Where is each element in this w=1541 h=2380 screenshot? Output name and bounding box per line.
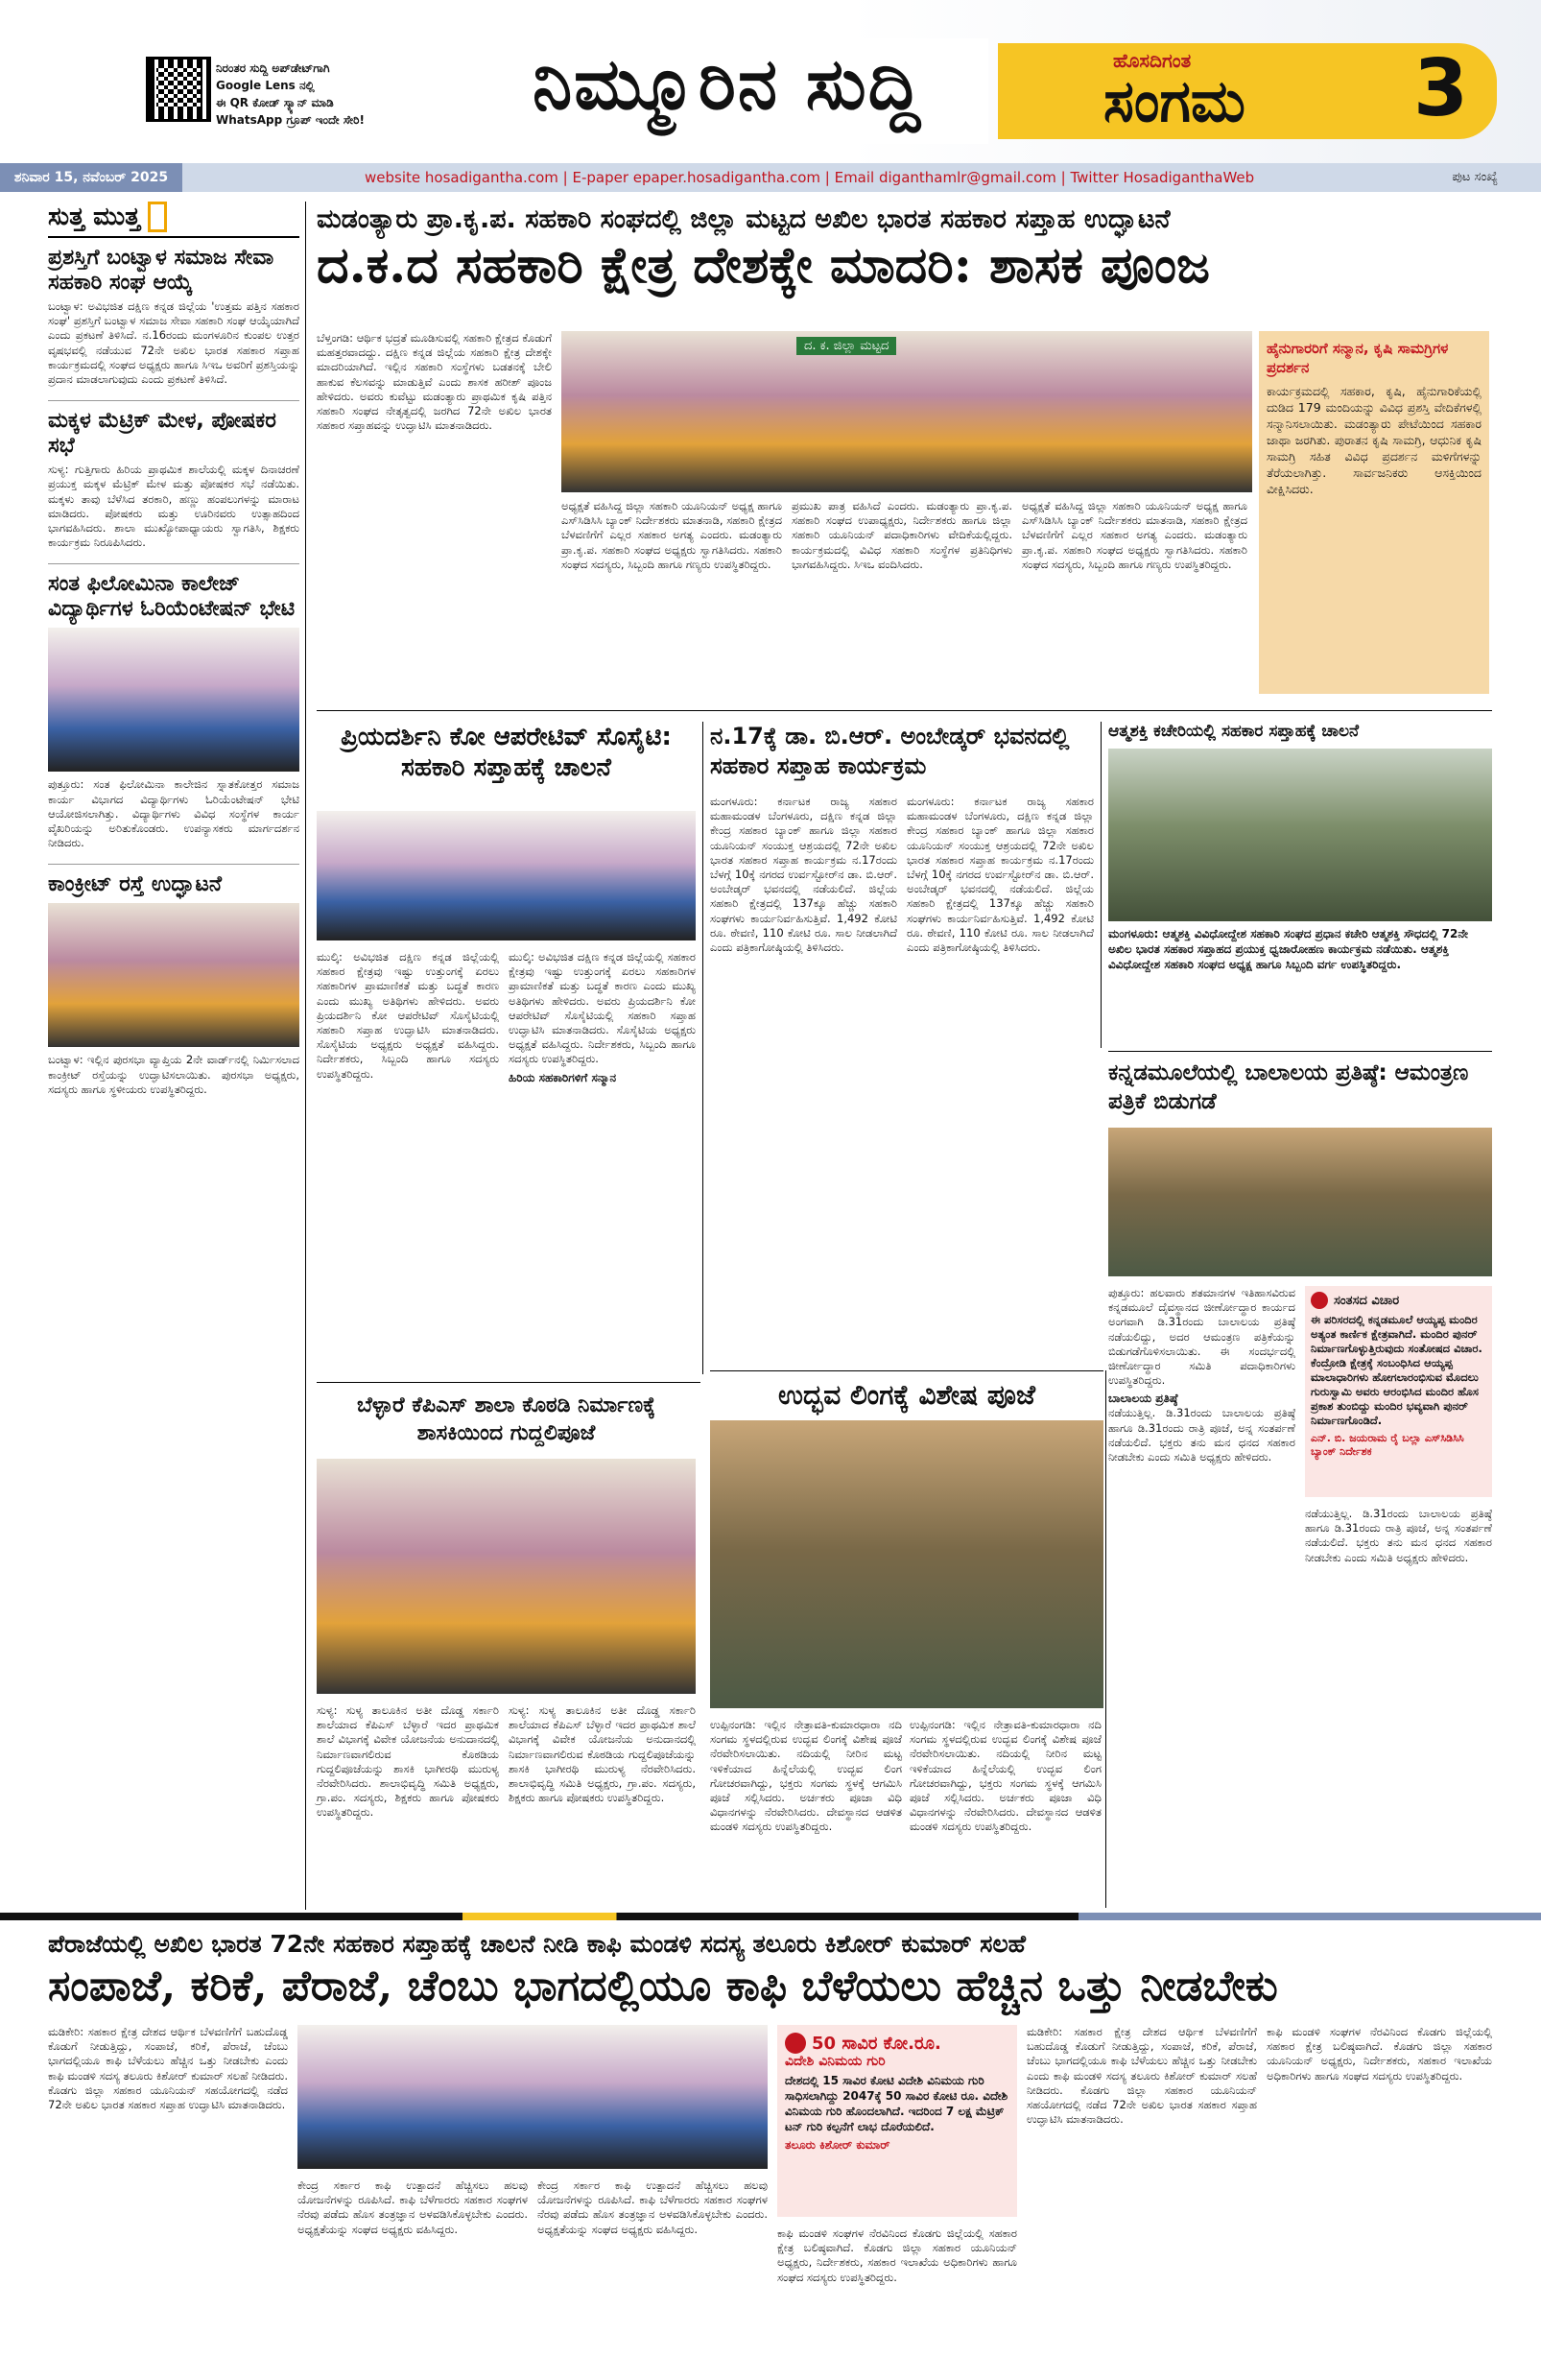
quote-label-row — [1311, 1292, 1486, 1309]
bottom-body-left — [48, 2025, 288, 2112]
story-body: ಕೇಂದ್ರ ಸರ್ಕಾರ ಕಾಫಿ ಉತ್ಪಾದನೆ ಹೆಚ್ಚಿಸಲು ಹಲವು ಯೋಜನೆಗಳನ್ನು ರೂಪಿಸಿದೆ. ಕಾಫಿ ಬೆಳೆಗಾರರು ಸಹಕಾರ ಸಂಘಗಳ ನೆರವು ಪಡೆದು ಹೊಸ ತಂತ್ರಜ್ಞಾನ ಅಳವಡಿಸಿಕೊಳ್ಳಬೇಕು ಎಂದರು. ಅಧ್ಯಕ್ಷತೆಯನ್ನು ಸಂಘದ ಅಧ್ಯಕ್ಷರು ವಹಿಸಿದ್ದರು. — [537, 2178, 768, 2236]
quote-text: ದೇಶದಲ್ಲಿ 15 ಸಾವಿರ ಕೋಟಿ ವಿದೇಶಿ ವಿನಿಮಯ ಗುರಿ ಸಾಧಿಸಲಾಗಿದ್ದು 2047ಕ್ಕೆ 50 ಸಾವಿರ ಕೋಟಿ ರೂ. ವಿದೇಶಿ ವಿನಿಮಯ ಗುರಿ ಹೊಂದಲಾಗಿದೆ. ಇದರಿಂದ 7 ಲಕ್ಷ ಮೆಟ್ರಿಕ್ ಟನ್ ಗುರಿ ಕಲ್ಪನೆಗೆ ಲಾಭ ದೊರೆಯಲಿದೆ. — [785, 2074, 1008, 2133]
qr-note-line: WhatsApp ಗ್ರೂಪ್ ಇಂದೇ ಸೇರಿ! — [216, 113, 365, 127]
quote-label-row — [785, 2033, 1009, 2054]
lead-body-left — [317, 331, 552, 433]
story-body: ಬಂಟ್ವಾಳ: ಇಲ್ಲಿನ ಪುರಸಭಾ ವ್ಯಾಪ್ತಿಯ 2ನೇ ವಾರ್ಡ್‌ನಲ್ಲಿ ನಿರ್ಮಿಸಲಾದ ಕಾಂಕ್ರೀಟ್ ರಸ್ತೆಯನ್ನು ಉದ್ಘಾಟಿಸಲಾಯಿತು. ಪುರಸಭಾ ಅಧ್ಯಕ್ಷರು, ಸದಸ್ಯರು ಹಾಗೂ ಸ್ಥಳೀಯರು ಉಪಸ್ಥಿತರಿದ್ದರು. — [48, 1053, 299, 1096]
lead-body-right — [792, 499, 1012, 572]
story-photo — [317, 811, 696, 940]
story-body: ಮಂಗಳೂರು: ಕರ್ನಾಟಕ ರಾಜ್ಯ ಸಹಕಾರ ಮಹಾಮಂಡಳ ಬೆಂಗಳೂರು, ದಕ್ಷಿಣ ಕನ್ನಡ ಜಿಲ್ಲಾ ಕೇಂದ್ರ ಸಹಕಾರ ಬ್ಯಾಂಕ್ ಹಾಗೂ ಜಿಲ್ಲಾ ಸಹಕಾರ ಯೂನಿಯನ್ ಸಂಯುಕ್ತ ಆಶ್ರಯದಲ್ಲಿ 72ನೇ ಅಖಿಲ ಭಾರತ ಸಹಕಾರ ಸಪ್ತಾಹ ಕಾರ್ಯಕ್ರಮ ನ.17ರಂದು ಬೆಳಗ್ಗೆ 10ಕ್ಕೆ ನಗರದ ಉರ್ವಸ್ಟೋರ್‌ನ ಡಾ. ಬಿ.ಆರ್. ಅಂಬೇಡ್ಕರ್ ಭವನದಲ್ಲಿ ನಡೆಯಲಿದೆ. ಜಿಲ್ಲೆಯ ಸಹಕಾರಿ ಕ್ಷೇತ್ರದಲ್ಲಿ 137ಕ್ಕೂ ಹೆಚ್ಚು ಸಹಕಾರಿ ಸಂಘಗಳು ಕಾರ್ಯನಿರ್ವಹಿಸುತ್ತಿವೆ. 1,492 ಕೋಟಿ ರೂ. ಠೇವಣಿ, 110 ಕೋಟಿ ರೂ. ಸಾಲ ನೀಡಲಾಗಿದೆ ಎಂದು ಪತ್ರಿಕಾಗೋಷ್ಠಿಯಲ್ಲಿ ತಿಳಿಸಿದರು. — [907, 795, 1094, 955]
story-udbhava-body2 — [910, 1718, 1102, 1835]
story-body: ಮಂಗಳೂರು: ಕರ್ನಾಟಕ ರಾಜ್ಯ ಸಹಕಾರ ಮಹಾಮಂಡಳ ಬೆಂಗಳೂರು, ದಕ್ಷಿಣ ಕನ್ನಡ ಜಿಲ್ಲಾ ಕೇಂದ್ರ ಸಹಕಾರ ಬ್ಯಾಂಕ್ ಹಾಗೂ ಜಿಲ್ಲಾ ಸಹಕಾರ ಯೂನಿಯನ್ ಸಂಯುಕ್ತ ಆಶ್ರಯದಲ್ಲಿ 72ನೇ ಅಖಿಲ ಭಾರತ ಸಹಕಾರ ಸಪ್ತಾಹ ಕಾರ್ಯಕ್ರಮ ನ.17ರಂದು ಬೆಳಗ್ಗೆ 10ಕ್ಕೆ ನಗರದ ಉರ್ವಸ್ಟೋರ್‌ನ ಡಾ. ಬಿ.ಆರ್. ಅಂಬೇಡ್ಕರ್ ಭವನದಲ್ಲಿ ನಡೆಯಲಿದೆ. ಜಿಲ್ಲೆಯ ಸಹಕಾರಿ ಕ್ಷೇತ್ರದಲ್ಲಿ 137ಕ್ಕೂ ಹೆಚ್ಚು ಸಹಕಾರಿ ಸಂಘಗಳು ಕಾರ್ಯನಿರ್ವಹಿಸುತ್ತಿವೆ. 1,492 ಕೋಟಿ ರೂ. ಠೇವಣಿ, 110 ಕೋಟಿ ರೂ. ಸಾಲ ನೀಡಲಾಗಿದೆ ಎಂದು ಪತ್ರಿಕಾಗೋಷ್ಠಿಯಲ್ಲಿ ತಿಳಿಸಿದರು. — [710, 795, 897, 955]
quote-byline: ಎನ್. ಬಿ. ಜಯರಾಮ ರೈ ಬಲ್ಲಾ ಎಸ್‌ಸಿಡಿಸಿಸಿ ಬ್ಯಾಂಕ್ ನಿರ್ದೇಶಕ — [1311, 1432, 1464, 1458]
masthead — [0, 0, 1541, 165]
section-divider — [710, 1370, 1103, 1371]
story-subhead: ಬಾಲಾಲಯ ಪ್ರತಿಷ್ಠೆ — [1108, 1392, 1178, 1406]
column-divider — [305, 202, 306, 1910]
bottom-body-mid2 — [537, 2178, 768, 2237]
quote-text: ಈ ಪರಿಸರದಲ್ಲಿ ಕನ್ನಡಮೂಲೆ ಆಯ್ಯಪ್ಪ ಮಂದಿರ ಅತ್ಯಂತ ಕಾರ್ಣಿಕ ಕ್ಷೇತ್ರವಾಗಿದೆ. ಮಂದಿರ ಪುನರ್ ನಿರ್ಮಾಣಗೊಳ್ಳುತ್ತಿರುವುದು ಸಂತೋಷದ ವಿಚಾರ. ಕೆಂದ್ರೋಡಿ ಕ್ಷೇತ್ರಕ್ಕೆ ಸಂಬಂಧಿಸಿದ ಆಯ್ಯಪ್ಪ ಮಾಲಾಧಾರಿಗಳು ಹೋಗಲಾರಂಭಿಸುವ ಮೊದಲು ಗುರುಸ್ವಾಮಿ ಅವರು ಆರಂಭಿಸಿದ ಮಂದಿರ ಹೊಸ ಪ್ರಕಾಶ ತುಂಬಿದ್ದು ಮಂದಿರ ಭವ್ಯವಾಗಿ ಪುನರ್ ನಿರ್ಮಾಣಗೊಂಡಿದೆ. — [1311, 1313, 1482, 1427]
story-atmashakti-caption — [1108, 926, 1492, 972]
photo-image — [48, 903, 299, 1047]
left-story — [48, 246, 299, 387]
lead-story — [317, 203, 1492, 296]
story-body: ಮಡಿಕೇರಿ: ಸಹಕಾರ ಕ್ಷೇತ್ರ ದೇಶದ ಆರ್ಥಿಕ ಬೆಳವಣಿಗೆಗೆ ಬಹುದೊಡ್ಡ ಕೊಡುಗೆ ನೀಡುತ್ತಿದ್ದು, ಸಂಪಾಜೆ, ಕರಿಕೆ, ಪೆರಾಜೆ, ಚೆಂಬು ಭಾಗದಲ್ಲಿಯೂ ಕಾಫಿ ಬೆಳೆಯಲು ಹೆಚ್ಚಿನ ಒತ್ತು ನೀಡಬೇಕು ಎಂದು ಕಾಫಿ ಮಂಡಳಿ ಸದಸ್ಯ ತಲೂರು ಕಿಶೋರ್ ಕುಮಾರ್ ಸಲಹೆ ನೀಡಿದರು. ಕೊಡಗು ಜಿಲ್ಲಾ ಸಹಕಾರ ಯೂನಿಯನ್ ಸಹಯೋಗದಲ್ಲಿ ನಡೆದ 72ನೇ ಅಖಿಲ ಭಾರತ ಸಹಕಾರ ಸಪ್ತಾಹ ಉದ್ಘಾಟಿಸಿ ಮಾತನಾಡಿದರು. — [48, 2025, 288, 2112]
story-photo — [48, 628, 299, 772]
story-headline: ಉದ್ಭವ ಲಿಂಗಕ್ಕೆ ವಿಶೇಷ ಪೂಜೆ — [778, 1379, 1035, 1411]
page-label: ಪುಟ ಸಂಖ್ಯೆ — [1452, 170, 1498, 184]
story-body: ಪುತ್ತೂರು: ಸಂತ ಫಿಲೋಮಿನಾ ಕಾಲೇಜಿನ ಸ್ನಾತಕೋತ್ತರ ಸಮಾಜ ಕಾರ್ಯ ವಿಭಾಗದ ವಿದ್ಯಾರ್ಥಿಗಳು ಓರಿಯೆಂಟೇಷನ್ ಭೇಟಿ ಆಯೋಜಿಸಲಾಗಿತ್ತು. ವಿದ್ಯಾರ್ಥಿಗಳು ವಿವಿಧ ಸಂಸ್ಥೆಗಳ ಕಾರ್ಯ ವೈಖರಿಯನ್ನು ಅರಿತುಕೊಂಡರು. ಉಪನ್ಯಾಸಕರು ಮಾರ್ಗದರ್ಶನ ನೀಡಿದರು. — [48, 777, 299, 850]
brand-name: ಹೊಸದಿಗಂತ — [1113, 49, 1192, 72]
left-story — [48, 400, 299, 550]
qr-note-line: ನಿರಂತರ ಸುದ್ದಿ ಅಪ್‌ಡೇಟ್‌ಗಾಗಿ — [216, 61, 330, 75]
photo-banner: ದ. ಕ. ಜಿಲ್ಲಾ ಮಟ್ಟದ — [796, 337, 896, 355]
story-bellare-body — [317, 1703, 499, 1821]
story-body: ನಡೆಯುತ್ತಿಲ್ಲ. ಡಿ.31ರಂದು ಬಾಲಾಲಯ ಪ್ರತಿಷ್ಠೆ ಹಾಗೂ ಡಿ.31ರಂದು ರಾತ್ರಿ ಪೂಜೆ, ಅನ್ನ ಸಂತರ್ಪಣೆ ನಡೆಯಲಿದೆ. ಭಕ್ತರು ತನು ಮನ ಧನದ ಸಹಕಾರ ನೀಡಬೇಕು ಎಂದು ಸಮಿತಿ ಅಧ್ಯಕ್ಷರು ಹೇಳಿದರು. — [1305, 1507, 1492, 1564]
lead-headline: ದ.ಕ.ದ ಸಹಕಾರಿ ಕ್ಷೇತ್ರ ದೇಶಕ್ಕೇ ಮಾದರಿ: ಶಾಸಕ ಪೂಂಜ — [317, 236, 1210, 295]
story-body: ಮುಲ್ಕಿ: ಅವಿಭಜಿತ ದಕ್ಷಿಣ ಕನ್ನಡ ಜಿಲ್ಲೆಯಲ್ಲಿ ಸಹಕಾರ ಕ್ಷೇತ್ರವು ಇಷ್ಟು ಉತ್ತುಂಗಕ್ಕೆ ಏರಲು ಸಹಕಾರಿಗಳ ಪ್ರಾಮಾಣಿಕತೆ ಮತ್ತು ಬದ್ಧತೆ ಕಾರಣ ಎಂದು ಮುಖ್ಯ ಅತಿಥಿಗಳು ಹೇಳಿದರು. ಅವರು ಪ್ರಿಯದರ್ಶಿನಿ ಕೋ ಆಪರೇಟಿವ್ ಸೊಸೈಟಿಯಲ್ಲಿ ಸಹಕಾರಿ ಸಪ್ತಾಹ ಉದ್ಘಾಟಿಸಿ ಮಾತನಾಡಿದರು. ಸೊಸೈಟಿಯ ಅಧ್ಯಕ್ಷರು ಅಧ್ಯಕ್ಷತೆ ವಹಿಸಿದ್ದರು. ನಿರ್ದೇಶಕರು, ಸಿಬ್ಬಂದಿ ಹಾಗೂ ಸದಸ್ಯರು ಉಪಸ್ಥಿತರಿದ್ದರು. — [509, 950, 696, 1066]
section-divider — [317, 710, 1492, 711]
left-column — [48, 202, 299, 1910]
story-body: ಸುಳ್ಯ: ಸುಳ್ಯ ತಾಲೂಕಿನ ಅತೀ ದೊಡ್ಡ ಸರ್ಕಾರಿ ಶಾಲೆಯಾದ ಕೆಪಿಎಸ್ ಬೆಳ್ಳಾರೆ ಇದರ ಪ್ರಾಥಮಿಕ ಶಾಲೆ ವಿಭಾಗಕ್ಕೆ ವಿವೇಕ ಯೋಜನೆಯ ಅನುದಾನದಲ್ಲಿ ನಿರ್ಮಾಣವಾಗಲಿರುವ ಕೊಠಡಿಯ ಗುದ್ದಲಿಪೂಜೆಯನ್ನು ಶಾಸಕಿ ಭಾಗೀರಥಿ ಮುರುಳ್ಯ ನೆರವೇರಿಸಿದರು. ಶಾಲಾಭಿವೃದ್ಧಿ ಸಮಿತಿ ಅಧ್ಯಕ್ಷರು, ಗ್ರಾ.ಪಂ. ಸದಸ್ಯರು, ಶಿಕ್ಷಕರು ಹಾಗೂ ಪೋಷಕರು ಉಪಸ್ಥಿತರಿದ್ದರು. — [509, 1703, 696, 1805]
website-link[interactable]: website hosadigantha.com — [365, 169, 558, 186]
story-photo — [48, 903, 299, 1047]
epaper-link[interactable]: E-paper epaper.hosadigantha.com — [572, 169, 820, 186]
story-body: ಮಡಿಕೇರಿ: ಸಹಕಾರ ಕ್ಷೇತ್ರ ದೇಶದ ಆರ್ಥಿಕ ಬೆಳವಣಿಗೆಗೆ ಬಹುದೊಡ್ಡ ಕೊಡುಗೆ ನೀಡುತ್ತಿದ್ದು, ಸಂಪಾಜೆ, ಕರಿಕೆ, ಪೆರಾಜೆ, ಚೆಂಬು ಭಾಗದಲ್ಲಿಯೂ ಕಾಫಿ ಬೆಳೆಯಲು ಹೆಚ್ಚಿನ ಒತ್ತು ನೀಡಬೇಕು ಎಂದು ಕಾಫಿ ಮಂಡಳಿ ಸದಸ್ಯ ತಲೂರು ಕಿಶೋರ್ ಕುಮಾರ್ ಸಲಹೆ ನೀಡಿದರು. ಕೊಡಗು ಜಿಲ್ಲಾ ಸಹಕಾರ ಯೂನಿಯನ್ ಸಹಯೋಗದಲ್ಲಿ ನಡೆದ 72ನೇ ಅಖಿಲ ಭಾರತ ಸಹಕಾರ ಸಪ್ತಾಹ ಉದ್ಘಾಟಿಸಿ ಮಾತನಾಡಿದರು. — [1027, 2025, 1257, 2127]
column-title: ಸುತ್ತ ಮುತ್ತ — [48, 202, 141, 231]
story-kannadamoole-body — [1108, 1286, 1295, 1464]
story-bellare — [317, 1392, 696, 1447]
bottom-body-right3 — [1267, 2025, 1492, 2083]
sidebar-headline: ಹೈನುಗಾರರಿಗೆ ಸನ್ಮಾನ, ಕೃಷಿ ಸಾಮಗ್ರಿಗಳ ಪ್ರದರ್ಶನ — [1267, 340, 1449, 376]
story-bellare-body2 — [509, 1703, 696, 1805]
story-priyadarshini — [317, 722, 696, 783]
quote-label: ಸಂತಸದ ವಿಚಾರ — [1334, 1293, 1400, 1308]
left-story — [48, 563, 299, 850]
story-body: ಪುತ್ತೂರು: ಹಲವಾರು ಶತಮಾನಗಳ ಇತಿಹಾಸವಿರುವ ಕನ್ನಡಮೂಲೆ ದೈವಸ್ಥಾನದ ಜೀರ್ಣೋದ್ಧಾರ ಕಾರ್ಯದ ಅಂಗವಾಗಿ ಡಿ.31ರಂದು ಬಾಲಾಲಯ ಪ್ರತಿಷ್ಠೆ ನಡೆಯಲಿದ್ದು, ಅದರ ಆಮಂತ್ರಣ ಪತ್ರಿಕೆಯನ್ನು ಬಿಡುಗಡೆಗೊಳಿಸಲಾಯಿತು. ಈ ಸಂದರ್ಭದಲ್ಲಿ ಜೀರ್ಣೋದ್ಧಾರ ಸಮಿತಿ ಪದಾಧಿಕಾರಿಗಳು ಉಪಸ್ಥಿತರಿದ್ದರು. — [1108, 1286, 1295, 1388]
bottom-story — [48, 1929, 1492, 2013]
bottom-photo — [297, 2025, 768, 2169]
quote-box — [1305, 1286, 1492, 1497]
bottom-body-mid — [297, 2178, 528, 2237]
qr-note — [216, 60, 494, 129]
story-body: ಉಪ್ಪಿನಂಗಡಿ: ಇಲ್ಲಿನ ನೇತ್ರಾವತಿ-ಕುಮಾರಧಾರಾ ನದಿ ಸಂಗಮ ಸ್ಥಳದಲ್ಲಿರುವ ಉದ್ಭವ ಲಿಂಗಕ್ಕೆ ವಿಶೇಷ ಪೂಜೆ ನೆರವೇರಿಸಲಾಯಿತು. ನದಿಯಲ್ಲಿ ನೀರಿನ ಮಟ್ಟ ಇಳಿಕೆಯಾದ ಹಿನ್ನೆಲೆಯಲ್ಲಿ ಉದ್ಭವ ಲಿಂಗ ಗೋಚರವಾಗಿದ್ದು, ಭಕ್ತರು ಸಂಗಮ ಸ್ಥಳಕ್ಕೆ ಆಗಮಿಸಿ ಪೂಜೆ ಸಲ್ಲಿಸಿದರು. ಅರ್ಚಕರು ಪೂಜಾ ವಿಧಿ ವಿಧಾನಗಳನ್ನು ನೆರವೇರಿಸಿದರು. ದೇವಸ್ಥಾನದ ಆಡಳಿತ ಮಂಡಳಿ ಸದಸ್ಯರು ಉಪಸ್ಥಿತರಿದ್ದರು. — [710, 1718, 902, 1834]
story-photo — [710, 1420, 1103, 1708]
section-band — [998, 43, 1497, 139]
story-headline: ನ.17ಕ್ಕೆ ಡಾ. ಬಿ.ಆರ್. ಅಂಬೇಡ್ಕರ್ ಭವನದಲ್ಲಿ ಸಹಕಾರ ಸಪ್ತಾಹ ಕಾರ್ಯಕ್ರಮ — [710, 723, 1070, 779]
left-story — [48, 864, 299, 1097]
lead-body-mid — [561, 499, 782, 572]
story-kannadamoole — [1108, 1059, 1492, 1116]
bottom-divider — [0, 1913, 1541, 1920]
sidebar-box — [1259, 331, 1489, 694]
story-priyadarshini-body — [317, 950, 499, 1082]
story-headline: ಪ್ರಿಯದರ್ಶಿನಿ ಕೋ ಆಪರೇಟಿವ್ ಸೊಸೈಟಿ: ಸಹಕಾರಿ ಸಪ್ತಾಹಕ್ಕೆ ಚಾಲನೆ — [341, 723, 672, 782]
contact-links: website hosadigantha.com | E-paper epaper.hosadigantha.com | Email diganthamlr@gmail.com | Twitter HosadiganthaWeb — [365, 169, 1255, 186]
story-body: ಸುಳ್ಯ: ಸುಳ್ಯ ತಾಲೂಕಿನ ಅತೀ ದೊಡ್ಡ ಸರ್ಕಾರಿ ಶಾಲೆಯಾದ ಕೆಪಿಎಸ್ ಬೆಳ್ಳಾರೆ ಇದರ ಪ್ರಾಥಮಿಕ ಶಾಲೆ ವಿಭಾಗಕ್ಕೆ ವಿವೇಕ ಯೋಜನೆಯ ಅನುದಾನದಲ್ಲಿ ನಿರ್ಮಾಣವಾಗಲಿರುವ ಕೊಠಡಿಯ ಗುದ್ದಲಿಪೂಜೆಯನ್ನು ಶಾಸಕಿ ಭಾಗೀರಥಿ ಮುರುಳ್ಯ ನೆರವೇರಿಸಿದರು. ಶಾಲಾಭಿವೃದ್ಧಿ ಸಮಿತಿ ಅಧ್ಯಕ್ಷರು, ಗ್ರಾ.ಪಂ. ಸದಸ್ಯರು, ಶಿಕ್ಷಕರು ಹಾಗೂ ಪೋಷಕರು ಉಪಸ್ಥಿತರಿದ್ದರು. — [317, 1703, 499, 1820]
book-icon — [148, 202, 167, 232]
story-ambedkar-body — [710, 795, 897, 955]
quote-title: ವಿದೇಶಿ ವಿನಿಮಯ ಗುರಿ — [785, 2054, 886, 2069]
story-ambedkar — [710, 722, 1094, 781]
story-headline: ಕನ್ನಡಮೂಲೆಯಲ್ಲಿ ಬಾಲಾಲಯ ಪ್ರತಿಷ್ಠೆ: ಆಮಂತ್ರಣ ಪತ್ರಿಕೆ ಬಿಡುಗಡೆ — [1108, 1060, 1469, 1114]
lead-kicker: ಮಡಂತ್ಯಾರು ಪ್ರಾ.ಕೃ.ಪ. ಸಹಕಾರಿ ಸಂಘದಲ್ಲಿ ಜಿಲ್ಲಾ ಮಟ್ಟದ ಅಖಿಲ ಭಾರತ ಸಹಕಾರ ಸಪ್ತಾಹ ಉದ್ಘಾಟನೆ — [317, 204, 1171, 234]
story-headline: ಸಂತ ಫಿಲೋಮಿನಾ ಕಾಲೇಜ್ ವಿದ್ಯಾರ್ಥಿಗಳ ಓರಿಯೆಂಟೇಷನ್ ಭೇಟಿ — [48, 572, 296, 622]
dateline-bar — [0, 163, 1541, 192]
section-name: ಸಂಗಮ — [1103, 68, 1245, 135]
quote-icon — [1311, 1292, 1328, 1309]
story-udbhava — [710, 1378, 1103, 1413]
story-kannadamoole-body3 — [1305, 1507, 1492, 1565]
bottom-quote-box — [777, 2025, 1017, 2217]
story-body: ಕೇಂದ್ರ ಸರ್ಕಾರ ಕಾಫಿ ಉತ್ಪಾದನೆ ಹೆಚ್ಚಿಸಲು ಹಲವು ಯೋಜನೆಗಳನ್ನು ರೂಪಿಸಿದೆ. ಕಾಫಿ ಬೆಳೆಗಾರರು ಸಹಕಾರ ಸಂಘಗಳ ನೆರವು ಪಡೆದು ಹೊಸ ತಂತ್ರಜ್ಞಾನ ಅಳವಡಿಸಿಕೊಳ್ಳಬೇಕು ಎಂದರು. ಅಧ್ಯಕ್ಷತೆಯನ್ನು ಸಂಘದ ಅಧ್ಯಕ್ಷರು ವಹಿಸಿದ್ದರು. — [297, 2178, 528, 2236]
lead-body-extra — [1022, 499, 1247, 572]
lead-body-text: ಅಧ್ಯಕ್ಷತೆ ವಹಿಸಿದ್ದ ಜಿಲ್ಲಾ ಸಹಕಾರಿ ಯೂನಿಯನ್ ಅಧ್ಯಕ್ಷ ಹಾಗೂ ಎಸ್‌ಸಿಡಿಸಿಸಿ ಬ್ಯಾಂಕ್ ನಿರ್ದೇಶಕರು ಮಾತನಾಡಿ, ಸಹಕಾರಿ ಕ್ಷೇತ್ರದ ಬೆಳವಣಿಗೆಗೆ ಎಲ್ಲರ ಸಹಕಾರ ಅಗತ್ಯ ಎಂದರು. ಮಡಂತ್ಯಾರು ಪ್ರಾ.ಕೃ.ಪ. ಸಹಕಾರಿ ಸಂಘದ ಅಧ್ಯಕ್ಷರು ಸ್ವಾಗತಿಸಿದರು. ಸಹಕಾರಿ ಸಂಘದ ಸದಸ್ಯರು, ಸಿಬ್ಬಂದಿ ಹಾಗೂ ಗಣ್ಯರು ಉಪಸ್ಥಿತರಿದ್ದರು. — [1022, 499, 1247, 571]
story-body: ಉಪ್ಪಿನಂಗಡಿ: ಇಲ್ಲಿನ ನೇತ್ರಾವತಿ-ಕುಮಾರಧಾರಾ ನದಿ ಸಂಗಮ ಸ್ಥಳದಲ್ಲಿರುವ ಉದ್ಭವ ಲಿಂಗಕ್ಕೆ ವಿಶೇಷ ಪೂಜೆ ನೆರವೇರಿಸಲಾಯಿತು. ನದಿಯಲ್ಲಿ ನೀರಿನ ಮಟ್ಟ ಇಳಿಕೆಯಾದ ಹಿನ್ನೆಲೆಯಲ್ಲಿ ಉದ್ಭವ ಲಿಂಗ ಗೋಚರವಾಗಿದ್ದು, ಭಕ್ತರು ಸಂಗಮ ಸ್ಥಳಕ್ಕೆ ಆಗಮಿಸಿ ಪೂಜೆ ಸಲ್ಲಿಸಿದರು. ಅರ್ಚಕರು ಪೂಜಾ ವಿಧಿ ವಿಧಾನಗಳನ್ನು ನೆರವೇರಿಸಿದರು. ದೇವಸ್ಥಾನದ ಆಡಳಿತ ಮಂಡಳಿ ಸದಸ್ಯರು ಉಪಸ್ಥಿತರಿದ್ದರು. — [910, 1718, 1102, 1834]
story-body: ಕಾಫಿ ಮಂಡಳಿ ಸಂಘಗಳ ನೆರವಿನಿಂದ ಕೊಡಗು ಜಿಲ್ಲೆಯಲ್ಲಿ ಸಹಕಾರ ಕ್ಷೇತ್ರ ಬಲಿಷ್ಠವಾಗಿದೆ. ಕೊಡಗು ಜಿಲ್ಲಾ ಸಹಕಾರ ಯೂನಿಯನ್ ಅಧ್ಯಕ್ಷರು, ನಿರ್ದೇಶಕರು, ಸಹಕಾರ ಇಲಾಖೆಯ ಅಧಿಕಾರಿಗಳು ಹಾಗೂ ಸಂಘದ ಸದಸ್ಯರು ಉಪಸ್ಥಿತರಿದ್ದರು. — [1267, 2025, 1492, 2082]
lead-body-text: ಅಧ್ಯಕ್ಷತೆ ವಹಿಸಿದ್ದ ಜಿಲ್ಲಾ ಸಹಕಾರಿ ಯೂನಿಯನ್ ಅಧ್ಯಕ್ಷ ಹಾಗೂ ಎಸ್‌ಸಿಡಿಸಿಸಿ ಬ್ಯಾಂಕ್ ನಿರ್ದೇಶಕರು ಮಾತನಾಡಿ, ಸಹಕಾರಿ ಕ್ಷೇತ್ರದ ಬೆಳವಣಿಗೆಗೆ ಎಲ್ಲರ ಸಹಕಾರ ಅಗತ್ಯ ಎಂದರು. ಮಡಂತ್ಯಾರು ಪ್ರಾ.ಕೃ.ಪ. ಸಹಕಾರಿ ಸಂಘದ ಅಧ್ಯಕ್ಷರು ಸ್ವಾಗತಿಸಿದರು. ಸಹಕಾರಿ ಸಂಘದ ಸದಸ್ಯರು, ಸಿಬ್ಬಂದಿ ಹಾಗೂ ಗಣ್ಯರು ಉಪಸ್ಥಿತರಿದ್ದರು. — [561, 499, 782, 571]
bottom-body-right — [777, 2226, 1017, 2285]
story-priyadarshini-body2 — [509, 950, 696, 1085]
column-title-row — [48, 202, 299, 238]
issue-date: ಶನಿವಾರ 15, ನವೆಂಬರ್ 2025 — [0, 163, 182, 192]
column-divider — [1105, 1370, 1106, 1908]
story-photo — [317, 1459, 696, 1694]
story-headline: ಬೆಳ್ಳಾರೆ ಕೆಪಿಎಸ್ ಶಾಲಾ ಕೊಠಡಿ ನಿರ್ಮಾಣಕ್ಕೆ ಶಾಸಕಿಯಿಂದ ಗುದ್ದಲಿಪೂಜೆ — [357, 1393, 655, 1445]
story-body: ನಡೆಯುತ್ತಿಲ್ಲ. ಡಿ.31ರಂದು ಬಾಲಾಲಯ ಪ್ರತಿಷ್ಠೆ ಹಾಗೂ ಡಿ.31ರಂದು ರಾತ್ರಿ ಪೂಜೆ, ಅನ್ನ ಸಂತರ್ಪಣೆ ನಡೆಯಲಿದೆ. ಭಕ್ತರು ತನು ಮನ ಧನದ ಸಹಕಾರ ನೀಡಬೇಕು ಎಂದು ಸಮಿತಿ ಅಧ್ಯಕ್ಷರು ಹೇಳಿದರು. — [1108, 1406, 1295, 1464]
story-body: ಮುಲ್ಕಿ: ಅವಿಭಜಿತ ದಕ್ಷಿಣ ಕನ್ನಡ ಜಿಲ್ಲೆಯಲ್ಲಿ ಸಹಕಾರ ಕ್ಷೇತ್ರವು ಇಷ್ಟು ಉತ್ತುಂಗಕ್ಕೆ ಏರಲು ಸಹಕಾರಿಗಳ ಪ್ರಾಮಾಣಿಕತೆ ಮತ್ತು ಬದ್ಧತೆ ಕಾರಣ ಎಂದು ಮುಖ್ಯ ಅತಿಥಿಗಳು ಹೇಳಿದರು. ಅವರು ಪ್ರಿಯದರ್ಶಿನಿ ಕೋ ಆಪರೇಟಿವ್ ಸೊಸೈಟಿಯಲ್ಲಿ ಸಹಕಾರಿ ಸಪ್ತಾಹ ಉದ್ಘಾಟಿಸಿ ಮಾತನಾಡಿದರು. ಸೊಸೈಟಿಯ ಅಧ್ಯಕ್ಷರು ಅಧ್ಯಕ್ಷತೆ ವಹಿಸಿದ್ದರು. ನಿರ್ದೇಶಕರು, ಸಿಬ್ಬಂದಿ ಹಾಗೂ ಸದಸ್ಯರು ಉಪಸ್ಥಿತರಿದ್ದರು. — [317, 950, 499, 1081]
bottom-body-right2 — [1027, 2025, 1257, 2127]
qr-code-icon[interactable] — [149, 60, 208, 119]
story-udbhava-body — [710, 1718, 902, 1835]
story-ambedkar-body2 — [907, 795, 1094, 955]
column-divider — [702, 722, 703, 1374]
sidebar-body: ಕಾರ್ಯಕ್ರಮದಲ್ಲಿ ಸಹಕಾರ, ಕೃಷಿ, ಹೈನುಗಾರಿಕೆಯಲ್ಲಿ ದುಡಿದ 179 ಮಂದಿಯನ್ನು ವಿವಿಧ ಪ್ರಶಸ್ತಿ ವೇದಿಕೆಗಳಲ್ಲಿ ಸನ್ಮಾನಿಸಲಾಯಿತು. ಮಡಂತ್ಯಾರು ಪೇಟೆಯಿಂದ ಸಹಕಾರ ಜಾಥಾ ಜರಗಿತು. ಪುರಾತನ ಕೃಷಿ ಸಾಮಗ್ರಿ, ಆಧುನಿಕ ಕೃಷಿ ಸಾಮಗ್ರಿ ಸಹಿತ ವಿವಿಧ ಪ್ರದರ್ಶನ ಮಳಿಗೆಗಳನ್ನು ತೆರೆಯಲಾಗಿತ್ತು. ಸಾರ್ವಜನಿಕರು ಆಸಕ್ತಿಯಿಂದ ವೀಕ್ಷಿಸಿದರು. — [1267, 384, 1482, 496]
story-subhead: ಹಿರಿಯ ಸಹಕಾರಿಗಳಿಗೆ ಸನ್ಮಾನ — [509, 1070, 617, 1084]
quote-value: 50 ಸಾವಿರ ಕೋ.ರೂ. — [812, 2033, 941, 2054]
photo-caption: ಮಂಗಳೂರು: ಆತ್ಮಶಕ್ತಿ ವಿವಿಧೋದ್ದೇಶ ಸಹಕಾರಿ ಸಂಘದ ಪ್ರಧಾನ ಕಚೇರಿ ಆತ್ಮಶಕ್ತಿ ಸೌಧದಲ್ಲಿ 72ನೇ ಅಖಿಲ ಭಾರತ ಸಹಕಾರ ಸಪ್ತಾಹದ ಪ್ರಯುಕ್ತ ಧ್ವಜಾರೋಹಣ ಕಾರ್ಯಕ್ರಮ ನಡೆಯಿತು. ಆತ್ಮಶಕ್ತಿ ವಿವಿಧೋದ್ದೇಶ ಸಹಕಾರಿ ಸಂಘದ ಅಧ್ಯಕ್ಷ ಹಾಗೂ ಸಿಬ್ಬಂದಿ ವರ್ಗ ಉಪಸ್ಥಿತರಿದ್ದರು. — [1108, 927, 1468, 971]
story-photo — [1108, 749, 1492, 921]
story-body: ಬಂಟ್ವಾಳ: ಅವಿಭಜಿತ ದಕ್ಷಿಣ ಕನ್ನಡ ಜಿಲ್ಲೆಯ 'ಉತ್ತಮ ಪತ್ತಿನ ಸಹಕಾರ ಸಂಘ' ಪ್ರಶಸ್ತಿಗೆ ಬಂಟ್ವಾಳ ಸಮಾಜ ಸೇವಾ ಸಹಕಾರಿ ಸಂಘ ಆಯ್ಕೆಯಾಗಿದೆ ಎಂದು ಪ್ರಕಟಣೆ ತಿಳಿಸಿದೆ. ನ.16ರಂದು ಮಂಗಳೂರಿನ ಕುಂಪಲ ಉತ್ತರ ವೃಷಭವಲ್ಲಿ ನಡೆಯುವ 72ನೇ ಅಖಿಲ ಭಾರತ ಸಹಕಾರ ಸಪ್ತಾಹ ಕಾರ್ಯಕ್ರಮದಲ್ಲಿ ಸಂಘದ ಅಧ್ಯಕ್ಷರು ಹಾಗೂ ಸಿಇಒ ಅವರಿಗೆ ಪ್ರಶಸ್ತಿಯನ್ನು ಪ್ರದಾನ ಮಾಡಲಾಗುವುದು ಎಂದು ಪ್ರಕಟಣೆ ತಿಳಿಸಿದೆ. — [48, 299, 299, 387]
photo-image — [48, 628, 299, 772]
lead-body-text: ಬೆಳ್ತಂಗಡಿ: ಆರ್ಥಿಕ ಭದ್ರತೆ ಮೂಡಿಸುವಲ್ಲಿ ಸಹಕಾರಿ ಕ್ಷೇತ್ರದ ಕೊಡುಗೆ ಮಹತ್ತರವಾದದ್ದು. ದಕ್ಷಿಣ ಕನ್ನಡ ಜಿಲ್ಲೆಯ ಸಹಕಾರಿ ಕ್ಷೇತ್ರ ದೇಶಕ್ಕೇ ಮಾದರಿಯಾಗಿದೆ. ಇಲ್ಲಿನ ಸಹಕಾರಿ ಸಂಸ್ಥೆಗಳು ಬಡತನಕ್ಕೆ ಬೇಲಿ ಹಾಕುವ ಕೆಲಸವನ್ನು ಮಾಡುತ್ತಿವೆ ಎಂದು ಶಾಸಕ ಹರೀಶ್ ಪೂಂಜ ಹೇಳಿದರು. ಅವರು ಕುವೆಟ್ಟು ಮಡಂತ್ಯಾರು ಪ್ರಾಥಮಿಕ ಕೃಷಿ ಪತ್ತಿನ ಸಹಕಾರಿ ಸಂಘದ ನೇತೃತ್ವದಲ್ಲಿ ಜರಗಿದ 72ನೇ ಅಖಿಲ ಭಾರತ ಸಹಕಾರ ಸಪ್ತಾಹವನ್ನು ಉದ್ಘಾಟಿಸಿ ಮಾತನಾಡಿದರು. — [317, 331, 552, 433]
quote-icon — [785, 2033, 806, 2054]
twitter-link[interactable]: Twitter HosadiganthaWeb — [1070, 169, 1255, 186]
story-headline: ಕಾಂಕ್ರೀಟ್ ರಸ್ತೆ ಉದ್ಘಾಟನೆ — [48, 872, 222, 897]
story-headline: ಪ್ರಶಸ್ತಿಗೆ ಬಂಟ್ವಾಳ ಸಮಾಜ ಸೇವಾ ಸಹಕಾರಿ ಸಂಘ ಆಯ್ಕೆ — [48, 246, 274, 295]
section-divider — [1108, 1051, 1492, 1052]
story-body: ಕಾಫಿ ಮಂಡಳಿ ಸಂಘಗಳ ನೆರವಿನಿಂದ ಕೊಡಗು ಜಿಲ್ಲೆಯಲ್ಲಿ ಸಹಕಾರ ಕ್ಷೇತ್ರ ಬಲಿಷ್ಠವಾಗಿದೆ. ಕೊಡಗು ಜಿಲ್ಲಾ ಸಹಕಾರ ಯೂನಿಯನ್ ಅಧ್ಯಕ್ಷರು, ನಿರ್ದೇಶಕರು, ಸಹಕಾರ ಇಲಾಖೆಯ ಅಧಿಕಾರಿಗಳು ಹಾಗೂ ಸಂಘದ ಸದಸ್ಯರು ಉಪಸ್ಥಿತರಿದ್ದರು. — [777, 2226, 1017, 2284]
story-headline: ಮಕ್ಕಳ ಮೆಟ್ರಿಕ್ ಮೇಳ, ಪೋಷಕರ ಸಭೆ — [48, 409, 276, 459]
section-divider — [317, 1382, 700, 1383]
bottom-kicker: ಪೆರಾಜೆಯಲ್ಲಿ ಅಖಿಲ ಭಾರತ 72ನೇ ಸಹಕಾರ ಸಪ್ತಾಹಕ್ಕೆ ಚಾಲನೆ ನೀಡಿ ಕಾಫಿ ಮಂಡಳಿ ಸದಸ್ಯ ತಲೂರು ಕಿಶೋರ್ ಕುಮಾರ್ ಸಲಹೆ — [48, 1930, 1026, 1958]
quote-byline: ತಲೂರು ಕಿಶೋರ್ ಕುಮಾರ್ — [785, 2138, 890, 2152]
newspaper-title: ನಿಮ್ಮೂರಿನ ಸುದ್ದಿ — [533, 43, 923, 126]
email-link[interactable]: Email diganthamlr@gmail.com — [834, 169, 1056, 186]
story-atmashakti — [1108, 722, 1492, 741]
qr-note-line: ಈ QR ಕೋಡ್ ಸ್ಕ್ಯಾನ್ ಮಾಡಿ — [216, 96, 334, 109]
story-headline: ಆತ್ಮಶಕ್ತಿ ಕಚೇರಿಯಲ್ಲಿ ಸಹಕಾರ ಸಪ್ತಾಹಕ್ಕೆ ಚಾಲನೆ — [1108, 722, 1360, 741]
story-body: ಸುಳ್ಯ: ಗುತ್ತಿಗಾರು ಹಿರಿಯ ಪ್ರಾಥಮಿಕ ಶಾಲೆಯಲ್ಲಿ ಮಕ್ಕಳ ದಿನಾಚರಣೆ ಪ್ರಯುಕ್ತ ಮಕ್ಕಳ ಮೆಟ್ರಿಕ್ ಮೇಳ ಮತ್ತು ಪೋಷಕರ ಸಭೆ ನಡೆಯಿತು. ಮಕ್ಕಳು ತಾವು ಬೆಳೆಸಿದ ತರಕಾರಿ, ಹಣ್ಣು ಹಂಪಲುಗಳನ್ನು ಮಾರಾಟ ಮಾಡಿದರು. ಪೋಷಕರು ಮತ್ತು ಊರಿನವರು ಉತ್ಸಾಹದಿಂದ ಭಾಗವಹಿಸಿದರು. ಶಾಲಾ ಮುಖ್ಯೋಪಾಧ್ಯಾಯರು ಸ್ವಾಗತಿಸಿ, ಶಿಕ್ಷಕರು ಕಾರ್ಯಕ್ರಮ ನಿರೂಪಿಸಿದರು. — [48, 463, 299, 550]
bottom-headline: ಸಂಪಾಜೆ, ಕರಿಕೆ, ಪೆರಾಜೆ, ಚೆಂಬು ಭಾಗದಲ್ಲಿಯೂ ಕಾಫಿ ಬೆಳೆಯಲು ಹೆಚ್ಚಿನ ಒತ್ತು ನೀಡಬೇಕು — [48, 1962, 1278, 2011]
column-divider — [1101, 722, 1102, 1048]
qr-note-line: Google Lens ನಲ್ಲಿ — [216, 79, 315, 92]
lead-photo — [561, 331, 1252, 492]
lead-body-text: ಪ್ರಮುಖ ಪಾತ್ರ ವಹಿಸಿದೆ ಎಂದರು. ಮಡಂತ್ಯಾರು ಪ್ರಾ.ಕೃ.ಪ. ಸಹಕಾರಿ ಸಂಘದ ಉಪಾಧ್ಯಕ್ಷರು, ನಿರ್ದೇಶಕರು ಹಾಗೂ ಜಿಲ್ಲಾ ಸಹಕಾರಿ ಯೂನಿಯನ್ ಪದಾಧಿಕಾರಿಗಳು ವೇದಿಕೆಯಲ್ಲಿದ್ದರು. ಕಾರ್ಯಕ್ರಮದಲ್ಲಿ ವಿವಿಧ ಸಹಕಾರಿ ಸಂಸ್ಥೆಗಳ ಪ್ರತಿನಿಧಿಗಳು ಭಾಗವಹಿಸಿದ್ದರು. ಸಿಇಒ ವಂದಿಸಿದರು. — [792, 499, 1012, 571]
story-photo — [1108, 1128, 1492, 1276]
page-number: 3 — [1412, 43, 1468, 134]
